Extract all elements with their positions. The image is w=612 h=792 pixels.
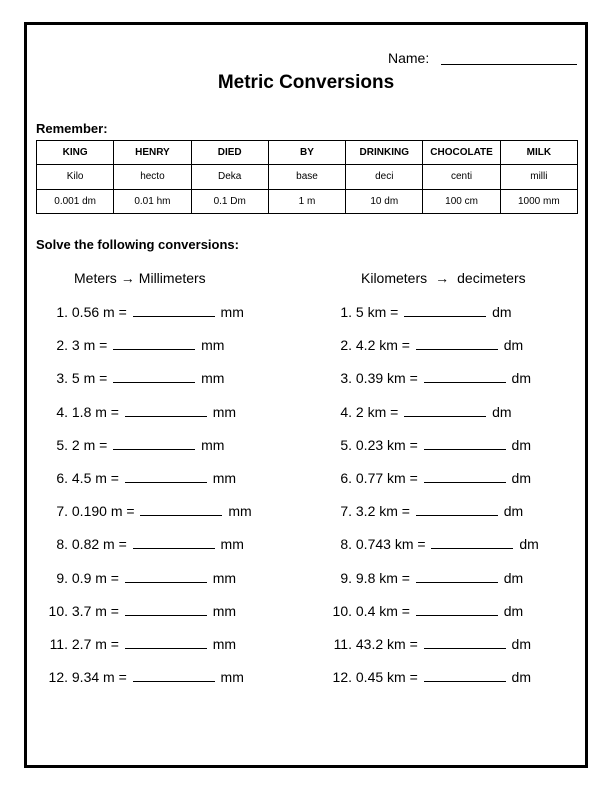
problem-expression: 3.2 km = xyxy=(355,503,410,520)
answer-blank[interactable] xyxy=(424,669,506,682)
problem-expression: 0.23 km = xyxy=(355,436,418,453)
units-table xyxy=(36,140,578,214)
answer-blank[interactable] xyxy=(404,304,486,317)
problem-number: 9. xyxy=(340,569,352,586)
problem-item xyxy=(330,302,539,335)
answer-unit: mm xyxy=(220,304,244,320)
to-unit-label: decimeters xyxy=(457,270,526,286)
answer-unit: dm xyxy=(492,304,512,320)
problem-number: 9. xyxy=(56,569,68,586)
problem-number: 10. xyxy=(332,602,352,619)
mnemonic-cell: CHOCOLATE xyxy=(423,141,500,165)
problem-number: 1. xyxy=(340,304,352,320)
answer-blank[interactable] xyxy=(125,603,207,616)
problem-expression: 0.4 km = xyxy=(355,602,410,619)
problem-expression: 4.5 m = xyxy=(71,469,119,486)
example-cell: 10 dm xyxy=(346,189,423,213)
remember-label: Remember: xyxy=(36,121,108,136)
prefix-row xyxy=(37,165,578,189)
prefix-cell: centi xyxy=(423,165,500,189)
answer-unit: mm xyxy=(201,436,225,453)
problem-item xyxy=(330,501,539,534)
example-cell: 1 m xyxy=(268,189,345,213)
problem-expression: 9.8 km = xyxy=(355,569,410,586)
answer-blank[interactable] xyxy=(125,636,207,649)
example-row xyxy=(37,189,578,213)
problem-expression: 9.34 m = xyxy=(71,669,127,686)
from-unit-label: Meters xyxy=(74,270,117,286)
problem-number: 6. xyxy=(340,469,352,486)
from-unit-label: Kilometers xyxy=(361,270,428,286)
problem-item xyxy=(330,568,539,601)
problem-item xyxy=(46,534,252,567)
problem-expression: 2 m = xyxy=(71,436,108,453)
mnemonic-cell: MILK xyxy=(500,141,577,165)
problem-expression: 0.743 km = xyxy=(355,536,426,553)
name-label: Name: xyxy=(388,50,430,66)
answer-blank[interactable] xyxy=(125,470,207,483)
answer-unit: dm xyxy=(503,602,524,619)
answer-blank[interactable] xyxy=(113,337,195,350)
problem-number: 1. xyxy=(56,304,68,320)
mnemonic-cell: HENRY xyxy=(114,141,191,165)
problem-expression: 0.45 km = xyxy=(355,669,418,686)
answer-blank[interactable] xyxy=(424,636,506,649)
problem-expression: 43.2 km = xyxy=(355,635,418,652)
answer-unit: dm xyxy=(503,569,524,586)
problem-number: 11. xyxy=(333,635,352,652)
answer-unit: mm xyxy=(201,370,225,387)
problem-item xyxy=(46,601,252,634)
problem-number: 2. xyxy=(56,337,68,354)
answer-unit: dm xyxy=(492,403,512,420)
problem-number: 8. xyxy=(56,536,68,553)
answer-blank[interactable] xyxy=(404,404,486,417)
problem-item xyxy=(330,368,539,401)
answer-unit: mm xyxy=(220,669,244,686)
answer-unit: mm xyxy=(212,569,237,586)
example-cell: 0.01 hm xyxy=(114,189,191,213)
problem-item xyxy=(330,468,539,501)
problem-expression: 3.7 m = xyxy=(71,602,119,619)
problem-number: 11. xyxy=(49,635,68,652)
problem-item xyxy=(46,568,252,601)
prefix-cell: deci xyxy=(346,165,423,189)
problem-expression: 4.2 km = xyxy=(355,337,410,354)
problem-number: 12. xyxy=(48,669,68,686)
prefix-cell: hecto xyxy=(114,165,191,189)
problem-item xyxy=(46,335,252,368)
problem-item xyxy=(330,534,539,567)
answer-blank[interactable] xyxy=(133,669,215,682)
answer-blank[interactable] xyxy=(113,370,195,383)
prefix-cell: base xyxy=(268,165,345,189)
answer-blank[interactable] xyxy=(125,404,207,417)
answer-blank[interactable] xyxy=(416,337,498,350)
answer-unit: dm xyxy=(511,370,531,387)
problem-item xyxy=(46,634,252,667)
answer-unit: dm xyxy=(503,337,524,354)
mnemonic-cell: DIED xyxy=(191,141,268,165)
answer-unit: dm xyxy=(519,536,539,553)
answer-unit: dm xyxy=(503,503,524,520)
problem-item xyxy=(330,667,539,700)
problem-expression: 0.9 m = xyxy=(71,569,119,586)
problem-item xyxy=(46,435,252,468)
answer-unit: dm xyxy=(511,669,531,686)
right-problem-list xyxy=(330,302,539,700)
answer-blank[interactable] xyxy=(416,603,498,616)
problem-item xyxy=(330,634,539,667)
problem-expression: 5 km = xyxy=(355,304,399,320)
mnemonic-cell: BY xyxy=(268,141,345,165)
answer-unit: mm xyxy=(212,403,237,420)
page-title: Metric Conversions xyxy=(217,72,395,93)
prefix-cell: Kilo xyxy=(37,165,114,189)
answer-blank[interactable] xyxy=(113,437,195,450)
example-cell: 100 cm xyxy=(423,189,500,213)
answer-blank[interactable] xyxy=(424,437,506,450)
answer-blank[interactable] xyxy=(431,536,513,549)
problem-expression: 2 km = xyxy=(355,403,399,420)
problem-item xyxy=(46,368,252,401)
answer-blank[interactable] xyxy=(125,570,207,583)
problem-item xyxy=(46,402,252,435)
problem-number: 7. xyxy=(56,503,68,520)
to-unit-label: Millimeters xyxy=(138,270,206,286)
problem-expression: 0.190 m = xyxy=(71,503,135,520)
problem-number: 8. xyxy=(340,536,352,553)
problem-item xyxy=(330,402,539,435)
problem-expression: 3 m = xyxy=(71,337,108,354)
problem-expression: 0.82 m = xyxy=(71,536,127,553)
left-problem-list xyxy=(46,302,252,700)
answer-blank[interactable] xyxy=(416,503,498,516)
answer-blank[interactable] xyxy=(133,536,215,549)
problem-number: 2. xyxy=(340,337,352,354)
answer-blank[interactable] xyxy=(133,304,215,317)
problem-number: 5. xyxy=(56,436,68,453)
answer-unit: dm xyxy=(511,635,531,652)
right-column-heading xyxy=(361,270,526,286)
problem-expression: 0.56 m = xyxy=(71,304,127,320)
problem-expression: 2.7 m = xyxy=(71,635,119,652)
problem-item xyxy=(330,435,539,468)
answer-unit: mm xyxy=(228,503,252,520)
problem-number: 4. xyxy=(340,403,352,420)
problem-item xyxy=(46,501,252,534)
answer-blank[interactable] xyxy=(424,470,506,483)
mnemonic-row xyxy=(37,141,578,165)
answer-blank[interactable] xyxy=(424,370,506,383)
mnemonic-cell: KING xyxy=(37,141,114,165)
problem-item xyxy=(330,601,539,634)
prefix-cell: milli xyxy=(500,165,577,189)
problem-expression: 1.8 m = xyxy=(71,403,119,420)
instructions: Solve the following conversions: xyxy=(36,237,239,252)
answer-unit: mm xyxy=(212,635,237,652)
answer-unit: dm xyxy=(511,469,531,486)
problem-number: 4. xyxy=(56,403,68,420)
prefix-cell: Deka xyxy=(191,165,268,189)
problem-number: 3. xyxy=(340,370,352,387)
problem-item xyxy=(46,302,252,335)
answer-blank[interactable] xyxy=(140,503,222,516)
problem-item xyxy=(46,667,252,700)
name-field[interactable] xyxy=(441,64,577,65)
problem-number: 5. xyxy=(340,436,352,453)
answer-unit: mm xyxy=(212,602,237,619)
answer-unit: mm xyxy=(220,536,244,553)
problem-number: 3. xyxy=(56,370,68,387)
example-cell: 0.1 Dm xyxy=(191,189,268,213)
problem-number: 6. xyxy=(56,469,68,486)
problem-item xyxy=(330,335,539,368)
problem-expression: 0.39 km = xyxy=(355,370,418,387)
mnemonic-cell: DRINKING xyxy=(346,141,423,165)
example-cell: 0.001 dm xyxy=(37,189,114,213)
problem-number: 10. xyxy=(48,602,68,619)
arrow-right-icon: → xyxy=(435,270,450,286)
answer-unit: dm xyxy=(511,436,531,453)
answer-unit: mm xyxy=(212,469,237,486)
left-column-heading xyxy=(74,270,206,286)
problem-expression: 5 m = xyxy=(71,370,108,387)
problem-expression: 0.77 km = xyxy=(355,469,418,486)
arrow-right-icon: → xyxy=(120,270,135,286)
answer-unit: mm xyxy=(201,337,225,354)
problem-item xyxy=(46,468,252,501)
example-cell: 1000 mm xyxy=(500,189,577,213)
problem-number: 7. xyxy=(340,503,352,520)
answer-blank[interactable] xyxy=(416,570,498,583)
problem-number: 12. xyxy=(332,669,352,686)
